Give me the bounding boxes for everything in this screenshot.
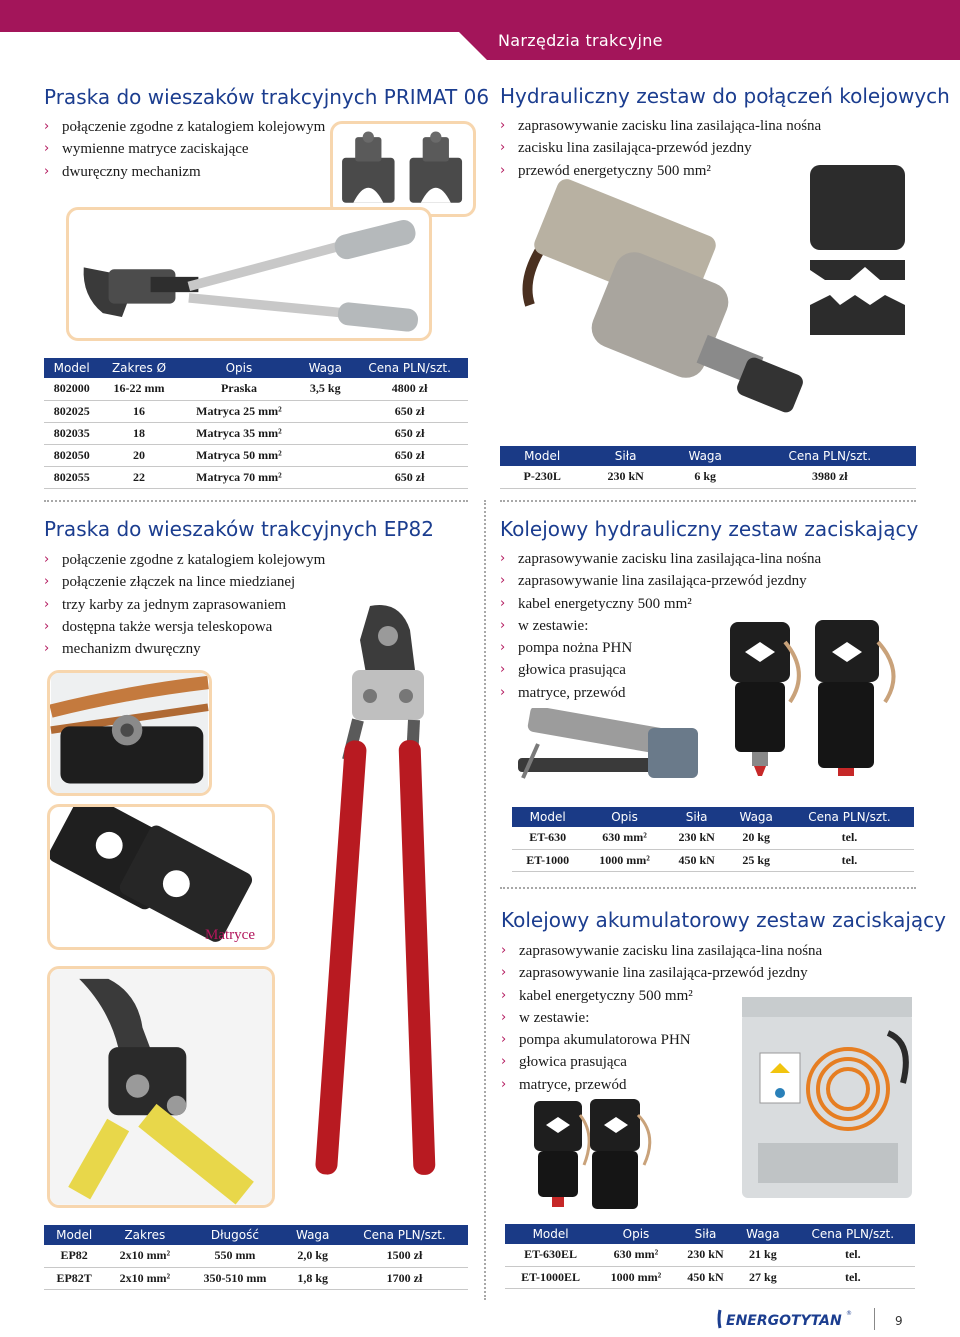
page-number: 9 [895, 1314, 903, 1328]
chevron-right-icon: › [44, 163, 50, 179]
column-header: Siła [676, 1224, 735, 1244]
table-cell: Matryca 70 mm² [179, 466, 300, 488]
ep82-head-photo [47, 966, 275, 1208]
feature-item: › zaprasowywanie lina zasilająca-przewód jezdny [501, 962, 822, 984]
feature-item: › połączenie zgodne z katalogiem kolejowym [44, 116, 325, 138]
table-row [44, 1267, 468, 1289]
table-cell: 16 [99, 400, 178, 422]
dies-caption: Matryce [205, 927, 255, 943]
table-row [512, 849, 914, 871]
column-header: Opis [179, 358, 300, 378]
table-cell: 1,8 kg [284, 1267, 341, 1289]
crimping-head-image [50, 969, 272, 1205]
ep82-tool-image [290, 600, 480, 1180]
foot-pump-image [508, 708, 718, 798]
table-cell: 802000 [44, 378, 99, 400]
chevron-right-icon: › [44, 641, 50, 657]
section-title-rail-battery: Kolejowy akumulatorowy zestaw zaciskający [501, 908, 946, 932]
table-cell: ET-630EL [505, 1244, 596, 1266]
table-cell: 650 zł [351, 466, 468, 488]
feature-item: › matryce, przewód [501, 1074, 822, 1096]
feature-item: › dostępna także wersja teleskopowa [44, 616, 325, 638]
column-header: Waga [667, 446, 744, 466]
dotted-divider [500, 500, 916, 502]
column-header: Zakres Ø [99, 358, 178, 378]
table-cell: 25 kg [727, 849, 784, 871]
chevron-right-icon: › [44, 574, 50, 590]
table-cell: 802055 [44, 466, 99, 488]
table-header-row [44, 1225, 468, 1245]
table-cell: 450 kN [676, 1266, 735, 1288]
section-title-primat06: Praska do wieszaków trakcyjnych PRIMAT 06 [44, 85, 490, 109]
chevron-right-icon: › [501, 987, 507, 1003]
feature-item: › kabel energetyczny 500 mm² [501, 985, 822, 1007]
chevron-right-icon: › [501, 965, 507, 981]
table-cell: 650 zł [351, 400, 468, 422]
chevron-right-icon: › [501, 1076, 507, 1092]
table-cell: 802025 [44, 400, 99, 422]
dotted-divider [500, 887, 916, 889]
crimping-heads-image [700, 612, 920, 782]
column-header: Model [44, 1225, 104, 1245]
table-cell: 450 kN [666, 849, 728, 871]
column-header: Cena PLN/szt. [791, 1224, 915, 1244]
svg-text:ENERGOTYTAN: ENERGOTYTAN [726, 1313, 842, 1329]
table-cell: 650 zł [351, 422, 468, 444]
crimp-die-image [333, 124, 473, 214]
table-cell: 4800 zł [351, 378, 468, 400]
column-header: Opis [583, 807, 665, 827]
table-cell: tel. [785, 827, 914, 849]
table-cell: tel. [791, 1266, 915, 1288]
chevron-right-icon: › [501, 943, 507, 958]
table-header-row [512, 807, 914, 827]
table-cell: 350-510 mm [185, 1267, 284, 1289]
table-cell: 802050 [44, 444, 99, 466]
table-row [505, 1266, 915, 1288]
chevron-right-icon: › [44, 618, 50, 634]
feature-item: › zaprasowywanie zacisku lina zasilająca-lina nośna [500, 548, 821, 570]
table-cell: 27 kg [735, 1266, 790, 1288]
spec-table-rail-hydraulic [512, 807, 914, 872]
table-cell: ET-1000EL [505, 1266, 596, 1288]
primat06-tool-photo [66, 207, 432, 341]
table-cell: 230 kN [584, 466, 666, 488]
chevron-right-icon: › [500, 118, 506, 133]
feature-item: › dwuręczny mechanizm [44, 161, 325, 183]
table-cell: 230 kN [676, 1244, 735, 1266]
feature-item: › kabel energetyczny 500 mm² [500, 593, 821, 615]
chevron-right-icon: › [44, 119, 50, 134]
chevron-right-icon: › [44, 596, 50, 612]
table-header-row [500, 446, 916, 466]
table-cell: Praska [179, 378, 300, 400]
feature-item: › głowica prasująca [501, 1051, 822, 1073]
chevron-right-icon: › [501, 1054, 507, 1070]
hydraulic-head-image [510, 155, 930, 440]
feature-item: › głowica prasująca [500, 659, 821, 681]
spec-table-primat06 [44, 358, 468, 489]
ep82-detail-photo [47, 670, 212, 796]
column-header: Model [512, 807, 583, 827]
feature-item: › połączenie złączek na lince miedzianej [44, 571, 325, 593]
feature-item: › matryce, przewód [500, 682, 821, 704]
column-header: Cena PLN/szt. [341, 1225, 468, 1245]
section-title-ep82: Praska do wieszaków trakcyjnych EP82 [44, 517, 434, 541]
header-bar [0, 0, 960, 32]
feature-item: › przewód energetyczny 500 mm² [500, 160, 821, 182]
table-row [500, 466, 916, 488]
chevron-right-icon: › [500, 140, 506, 156]
battery-heads-image [528, 1095, 668, 1215]
svg-text:®: ® [846, 1310, 852, 1317]
table-cell: 18 [99, 422, 178, 444]
dotted-divider [44, 500, 468, 502]
table-row [44, 1245, 468, 1267]
table-row [44, 378, 468, 400]
feature-item: › połączenie zgodne z katalogiem kolejowym [44, 549, 325, 571]
table-cell: 1000 mm² [583, 849, 665, 871]
feature-item: › trzy karby za jednym zaprasowaniem [44, 594, 325, 616]
table-row [44, 422, 468, 444]
table-cell: 802035 [44, 422, 99, 444]
table-cell: 650 zł [351, 444, 468, 466]
category-label: Narzędzia trakcyjne [498, 31, 663, 50]
table-row [512, 827, 914, 849]
feature-item: › wymienne matryce zaciskające [44, 138, 325, 160]
column-header: Waga [284, 1225, 341, 1245]
table-cell: 21 kg [735, 1244, 790, 1266]
chevron-right-icon: › [500, 551, 506, 566]
feature-item: › zaprasowywanie lina zasilająca-przewód jezdny [500, 570, 821, 592]
column-header: Siła [584, 446, 666, 466]
table-cell [299, 422, 351, 444]
table-cell: 3,5 kg [299, 378, 351, 400]
table-cell: 1500 zł [341, 1245, 468, 1267]
table-cell: 3980 zł [744, 466, 916, 488]
table-cell: 2x10 mm² [104, 1267, 185, 1289]
table-cell: 630 mm² [583, 827, 665, 849]
chevron-right-icon: › [500, 662, 506, 678]
feature-item: › mechanizm dwuręczny [44, 638, 325, 660]
column-header: Waga [299, 358, 351, 378]
table-cell: EP82 [44, 1245, 104, 1267]
column-header: Waga [727, 807, 784, 827]
table-cell: ET-630 [512, 827, 583, 849]
feature-item: › pompa nożna PHN [500, 637, 821, 659]
spec-table-rail-battery [505, 1224, 915, 1289]
feature-item: › zacisku lina zasilająca-przewód jezdny [500, 137, 821, 159]
feature-list-primat06 [44, 116, 325, 183]
table-cell: 6 kg [667, 466, 744, 488]
battery-pump-image [738, 993, 920, 1208]
column-header: Model [500, 446, 584, 466]
table-cell: ET-1000 [512, 849, 583, 871]
column-header: Waga [735, 1224, 790, 1244]
chevron-right-icon: › [500, 617, 506, 633]
table-row [44, 444, 468, 466]
column-header: Model [44, 358, 99, 378]
chevron-right-icon: › [500, 640, 506, 656]
table-cell: 20 [99, 444, 178, 466]
column-header: Siła [666, 807, 728, 827]
table-cell [299, 466, 351, 488]
table-cell: 16-22 mm [99, 378, 178, 400]
table-cell [299, 400, 351, 422]
chevron-right-icon: › [44, 141, 50, 157]
energotytan-logo [716, 1306, 856, 1332]
section-title-rail-hydraulic: Kolejowy hydrauliczny zestaw zaciskający [500, 517, 919, 541]
column-header: Model [505, 1224, 596, 1244]
table-cell [299, 444, 351, 466]
column-header: Zakres [104, 1225, 185, 1245]
table-header-row [505, 1224, 915, 1244]
table-cell: 22 [99, 466, 178, 488]
feature-list-ep82 [44, 549, 325, 660]
feature-item: › zaprasowywanie zacisku lina zasilająca-lina nośna [500, 115, 821, 137]
table-cell: Matryca 25 mm² [179, 400, 300, 422]
feature-item: › zaprasowywanie zacisku lina zasilająca-lina nośna [501, 940, 822, 962]
table-cell: 20 kg [727, 827, 784, 849]
table-row [44, 466, 468, 488]
column-header: Cena PLN/szt. [351, 358, 468, 378]
copper-wire-crimp-image [50, 673, 209, 793]
table-cell: tel. [791, 1244, 915, 1266]
table-cell: 630 mm² [596, 1244, 676, 1266]
chevron-right-icon: › [44, 552, 50, 567]
table-cell: Matryca 35 mm² [179, 422, 300, 444]
table-cell: P-230L [500, 466, 584, 488]
table-row [505, 1244, 915, 1266]
table-cell: 1700 zł [341, 1267, 468, 1289]
column-header: Cena PLN/szt. [744, 446, 916, 466]
table-cell: 2x10 mm² [104, 1245, 185, 1267]
table-row [44, 400, 468, 422]
table-cell: Matryca 50 mm² [179, 444, 300, 466]
crimping-tool-image [69, 210, 429, 338]
chevron-right-icon: › [501, 1032, 507, 1048]
table-cell: tel. [785, 849, 914, 871]
feature-item: › w zestawie: [500, 615, 821, 637]
column-header: Długość [185, 1225, 284, 1245]
table-cell: 550 mm [185, 1245, 284, 1267]
table-header-row [44, 358, 468, 378]
matrix-die-image [50, 807, 272, 947]
section-title-hydraulic-set: Hydrauliczny zestaw do połączeń kolejowych [500, 84, 950, 108]
feature-item: › w zestawie: [501, 1007, 822, 1029]
chevron-right-icon: › [501, 1009, 507, 1025]
table-cell: EP82T [44, 1267, 104, 1289]
footer-separator [874, 1308, 875, 1330]
table-cell: 230 kN [666, 827, 728, 849]
column-header: Cena PLN/szt. [785, 807, 914, 827]
spec-table-hydraulic-set [500, 446, 916, 489]
table-cell: 2,0 kg [284, 1245, 341, 1267]
chevron-right-icon: › [500, 573, 506, 589]
column-header: Opis [596, 1224, 676, 1244]
dotted-column-divider [484, 500, 486, 1300]
chevron-right-icon: › [500, 162, 506, 178]
table-cell: 1000 mm² [596, 1266, 676, 1288]
spec-table-ep82 [44, 1225, 468, 1290]
feature-item: › pompa akumulatorowa PHN [501, 1029, 822, 1051]
chevron-right-icon: › [500, 595, 506, 611]
dies-photo [330, 121, 476, 217]
chevron-right-icon: › [500, 684, 506, 700]
